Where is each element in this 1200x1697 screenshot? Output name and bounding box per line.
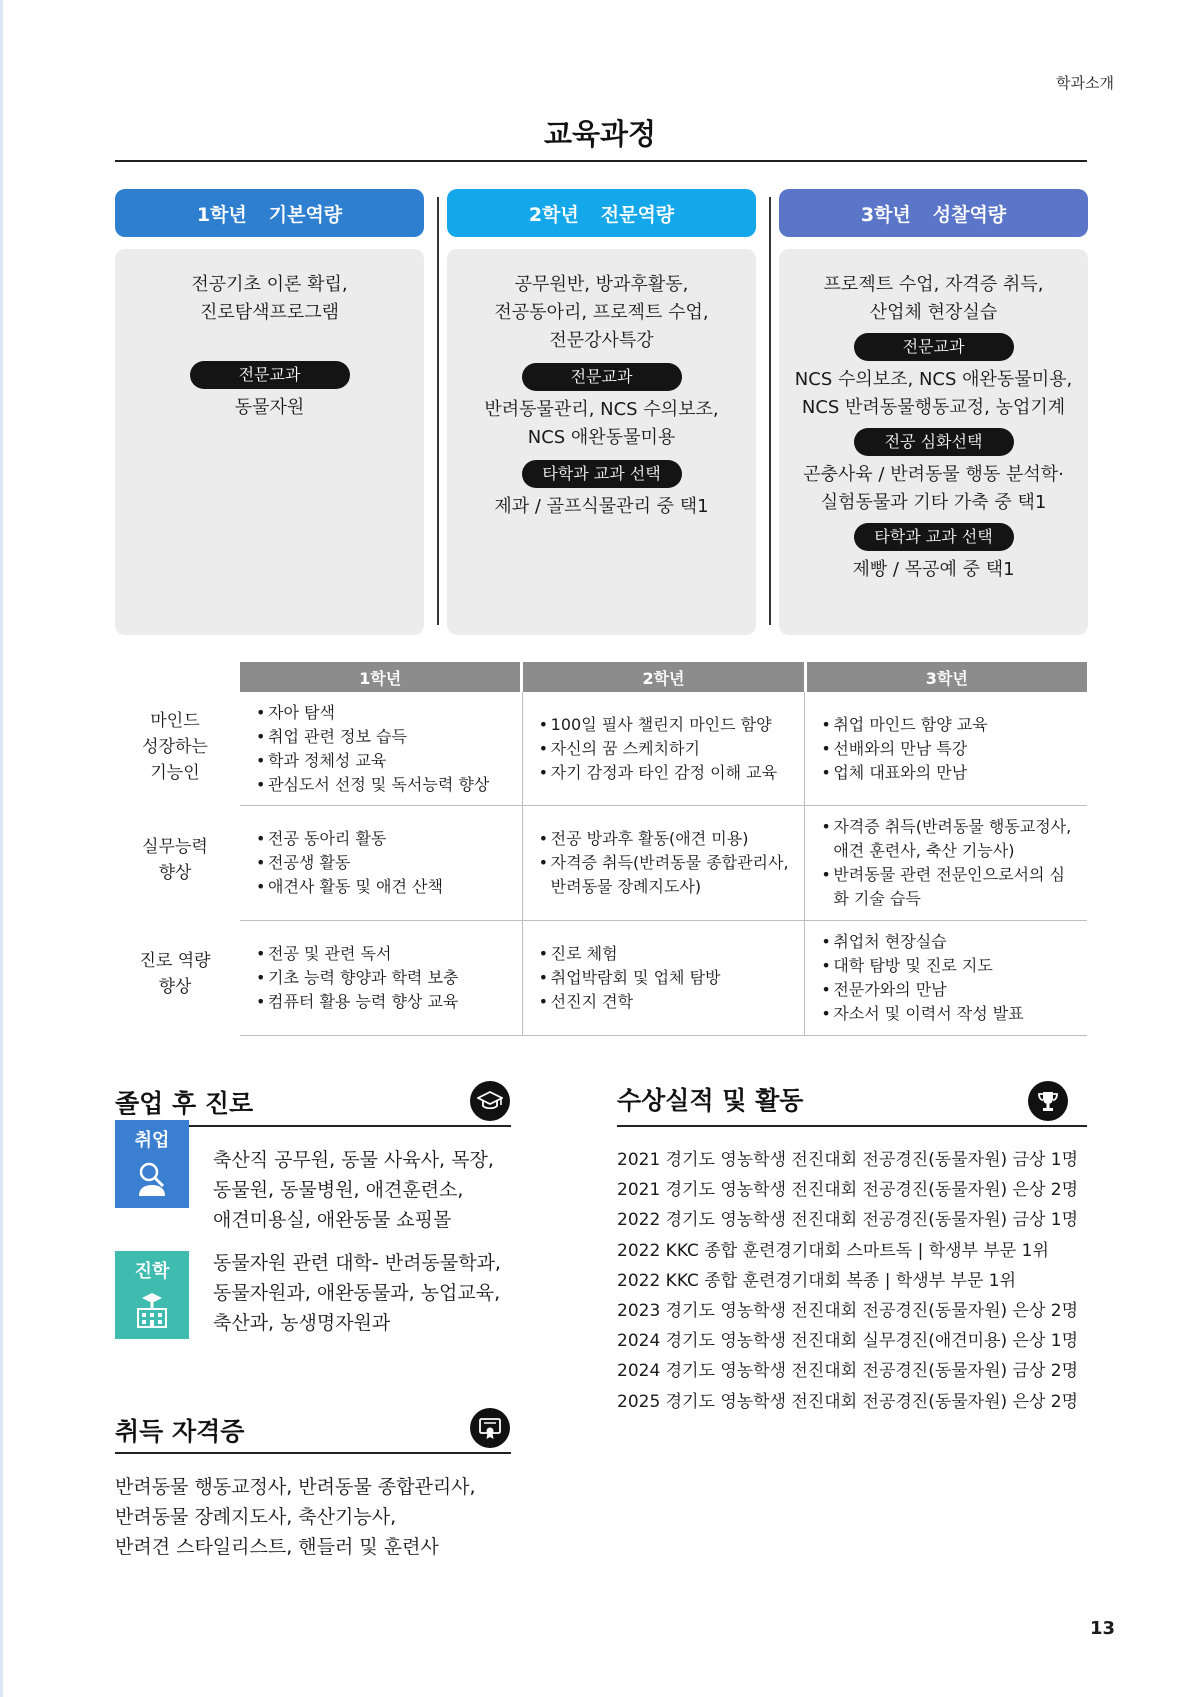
group-label-pill: 타학과 교과 선택 bbox=[854, 523, 1014, 551]
table-cell bbox=[804, 921, 1087, 1035]
list-item: • 취업처 현장실습 bbox=[821, 930, 1079, 954]
list-item: • 취업 마인드 함양 교육 bbox=[821, 713, 1079, 737]
curriculum-column-year3 bbox=[779, 189, 1088, 635]
table-row-label bbox=[115, 708, 235, 786]
list-item: • 취업 관련 정보 습득 bbox=[256, 725, 514, 749]
table-cell bbox=[522, 921, 805, 1035]
row-label-line: 향상 bbox=[158, 863, 192, 883]
employment-badge bbox=[115, 1120, 189, 1208]
column-divider bbox=[769, 197, 771, 625]
row-label-line: 진로 역량 bbox=[139, 951, 211, 971]
list-item: • 자소서 및 이력서 작성 발표 bbox=[821, 1002, 1079, 1026]
advancement-line: 동물자원과, 애완동물과, 농업교육, bbox=[213, 1282, 501, 1304]
column-year: 1학년 bbox=[196, 203, 247, 226]
list-item: • 자신의 꿈 스케치하기 bbox=[539, 737, 797, 761]
row-label-line: 실무능력 bbox=[142, 837, 208, 857]
table-cell bbox=[240, 692, 522, 805]
list-item: • 기초 능력 향양과 학력 보충 bbox=[256, 966, 514, 990]
table-cell bbox=[240, 806, 522, 920]
awards-list bbox=[617, 1145, 1078, 1417]
group-line: 동물자원 bbox=[234, 397, 305, 418]
list-item: • 자아 탐색 bbox=[256, 701, 514, 725]
page-edge-stripe bbox=[0, 0, 3, 1697]
list-item: • 대학 탐방 및 진로 지도 bbox=[821, 954, 1079, 978]
group-label-pill: 전공 심화선택 bbox=[854, 428, 1014, 456]
group-label-pill: 타학과 교과 선택 bbox=[522, 460, 682, 488]
list-item: • 관심도서 선정 및 독서능력 향상 bbox=[256, 773, 514, 797]
table-row-label bbox=[115, 834, 235, 886]
list-item: • 전문가와의 만남 bbox=[821, 978, 1079, 1002]
award-item: 2022 KKC 종합 훈련경기대회 스마트독 | 학생부 부문 1위 bbox=[617, 1240, 1049, 1261]
curriculum-column-year1 bbox=[115, 189, 424, 635]
group-line: 제빵 / 목공예 중 택1 bbox=[852, 559, 1015, 580]
list-item: • 전공 및 관련 독서 bbox=[256, 942, 514, 966]
certificate-line: 반려견 스타일리스트, 핸들러 및 훈련사 bbox=[115, 1536, 439, 1558]
section-label: 학과소개 bbox=[1056, 74, 1114, 92]
certificate-icon bbox=[470, 1408, 510, 1448]
table-row bbox=[240, 806, 1087, 921]
column-year: 3학년 bbox=[860, 203, 911, 226]
table-row-label bbox=[115, 948, 235, 1000]
intro-line: 전공동아리, 프로젝트 수업, bbox=[494, 302, 709, 323]
advancement-badge bbox=[115, 1251, 189, 1339]
employment-line: 동물원, 동물병원, 애견훈련소, bbox=[213, 1179, 464, 1201]
certificate-line: 반려동물 장례지도사, 축산기능사, bbox=[115, 1506, 397, 1528]
column-competency: 성찰역량 bbox=[932, 203, 1007, 226]
career-section-title: 졸업 후 진로 bbox=[115, 1089, 254, 1118]
list-item: • 취업박람회 및 업체 탐방 bbox=[539, 966, 797, 990]
employment-badge-label: 취업 bbox=[134, 1130, 170, 1151]
table-header-cell: 3학년 bbox=[804, 662, 1087, 692]
group-line: NCS 반려동물행동교정, 농업기계 bbox=[801, 397, 1066, 418]
list-item: • 업체 대표와의 만남 bbox=[821, 761, 1079, 785]
list-item: • 100일 필사 챌린지 마인드 함양 bbox=[539, 713, 797, 737]
intro-line: 프로젝트 수업, 자격증 취득, bbox=[823, 274, 1044, 295]
table-header bbox=[240, 662, 1087, 692]
table-cell bbox=[804, 692, 1087, 805]
list-item: • 자격증 취득(반려동물 종합관리사, 반려동물 장례지도사) bbox=[539, 851, 797, 899]
awards-section-rule bbox=[617, 1125, 1087, 1127]
list-item: • 자격증 취득(반려동물 행동교정사, 애견 훈련사, 축산 기능사) bbox=[821, 815, 1079, 863]
table-cell bbox=[522, 692, 805, 805]
award-item: 2022 경기도 영농학생 전진대회 전공경진(동물자원) 금상 1명 bbox=[617, 1210, 1079, 1231]
column-divider bbox=[437, 197, 439, 625]
certificate-line: 반려동물 행동교정사, 반려동물 종합관리사, bbox=[115, 1476, 476, 1498]
curriculum-column-year2 bbox=[447, 189, 756, 635]
list-item: • 전공 방과후 활동(애견 미용) bbox=[539, 827, 797, 851]
row-label-line: 기능인 bbox=[150, 763, 200, 783]
list-item: • 전공 동아리 활동 bbox=[256, 827, 514, 851]
column-header bbox=[447, 189, 756, 237]
table-cell bbox=[522, 806, 805, 920]
intro-line: 전공기초 이론 확립, bbox=[191, 274, 348, 295]
job-search-icon bbox=[135, 1160, 169, 1198]
column-body bbox=[115, 249, 424, 635]
employment-line: 축산직 공무원, 동물 사육사, 목장, bbox=[213, 1149, 494, 1171]
row-label-line: 성장하는 bbox=[142, 737, 208, 757]
list-item: • 자기 감정과 타인 감정 이해 교육 bbox=[539, 761, 797, 785]
university-icon bbox=[135, 1291, 169, 1329]
intro-line: 산업체 현장실습 bbox=[869, 302, 998, 323]
table-cell bbox=[240, 921, 522, 1035]
group-label-pill: 전문교과 bbox=[522, 363, 682, 391]
intro-line: 전문강사특강 bbox=[549, 330, 654, 351]
list-item: • 학과 정체성 교육 bbox=[256, 749, 514, 773]
intro-line: 공무원반, 방과후활동, bbox=[514, 274, 689, 295]
column-body bbox=[447, 249, 756, 635]
page-number: 13 bbox=[1089, 1618, 1115, 1639]
group-line: 실험동물과 기타 가축 중 택1 bbox=[820, 492, 1047, 513]
advancement-line: 동물자원 관련 대학- 반려동물학과, bbox=[213, 1252, 501, 1274]
award-item: 2021 경기도 영농학생 전진대회 전공경진(동물자원) 금상 1명 bbox=[617, 1150, 1079, 1170]
advancement-line: 축산과, 농생명자원과 bbox=[213, 1312, 391, 1334]
list-item: • 선배와의 만남 특강 bbox=[821, 737, 1079, 761]
award-item: 2022 KKC 종합 훈련경기대회 복종 | 학생부 부문 1위 bbox=[617, 1270, 1017, 1291]
title-rule bbox=[115, 160, 1087, 162]
column-body bbox=[779, 249, 1088, 635]
list-item: • 컴퓨터 활용 능력 향상 교육 bbox=[256, 990, 514, 1014]
column-header bbox=[115, 189, 424, 237]
list-item: • 선진지 견학 bbox=[539, 990, 797, 1014]
group-label-pill: 전문교과 bbox=[190, 361, 350, 389]
group-line: 곤충사육 / 반려동물 행동 분석학· bbox=[803, 464, 1064, 485]
table-header-cell: 1학년 bbox=[240, 662, 520, 692]
group-line: NCS 애완동물미용 bbox=[527, 427, 676, 448]
column-header bbox=[779, 189, 1088, 237]
group-line: 제과 / 골프식물관리 중 택1 bbox=[494, 496, 709, 517]
table-cell bbox=[804, 806, 1087, 920]
row-label-line: 마인드 bbox=[150, 711, 200, 731]
advancement-text bbox=[213, 1248, 501, 1338]
award-item: 2023 경기도 영농학생 전진대회 전공경진(동물자원) 은상 2명 bbox=[617, 1301, 1079, 1322]
intro-line: 진로탐색프로그램 bbox=[199, 302, 340, 323]
activity-table bbox=[240, 662, 1087, 1036]
award-item: 2021 경기도 영농학생 전진대회 전공경진(동물자원) 은상 2명 bbox=[617, 1180, 1079, 1201]
table-header-cell: 2학년 bbox=[520, 662, 803, 692]
certificates-section-title: 취득 자격증 bbox=[115, 1417, 245, 1446]
employment-line: 애견미용실, 애완동물 쇼핑몰 bbox=[213, 1209, 452, 1231]
award-item: 2024 경기도 영농학생 전진대회 전공경진(동물자원) 금상 2명 bbox=[617, 1361, 1079, 1382]
certificates-text bbox=[115, 1472, 476, 1562]
graduation-cap-icon bbox=[470, 1081, 510, 1121]
column-year: 2학년 bbox=[528, 203, 579, 226]
award-item: 2024 경기도 영농학생 전진대회 실무경진(애견미용) 은상 1명 bbox=[617, 1331, 1079, 1352]
list-item: • 진로 체험 bbox=[539, 942, 797, 966]
list-item: • 전공생 활동 bbox=[256, 851, 514, 875]
list-item: • 반려동물 관련 전문인으로서의 심화 기술 습득 bbox=[821, 863, 1079, 911]
row-label-line: 향상 bbox=[158, 977, 192, 997]
list-item: • 애견사 활동 및 애견 산책 bbox=[256, 875, 514, 899]
certificates-section-rule bbox=[115, 1452, 511, 1454]
group-line: 반려동물관리, NCS 수의보조, bbox=[484, 399, 719, 420]
award-item: 2025 경기도 영농학생 전진대회 전공경진(동물자원) 은상 2명 bbox=[617, 1391, 1079, 1412]
advancement-badge-label: 진학 bbox=[134, 1261, 170, 1282]
column-competency: 전문역량 bbox=[600, 203, 675, 226]
employment-text bbox=[213, 1145, 494, 1235]
table-row bbox=[240, 692, 1087, 806]
group-line: NCS 수의보조, NCS 애완동물미용, bbox=[794, 369, 1073, 390]
trophy-icon bbox=[1028, 1081, 1068, 1121]
page-title: 교육과정 bbox=[543, 117, 657, 151]
awards-section-title: 수상실적 및 활동 bbox=[617, 1086, 804, 1115]
table-row bbox=[240, 921, 1087, 1036]
group-label-pill: 전문교과 bbox=[854, 333, 1014, 361]
column-competency: 기본역량 bbox=[268, 203, 343, 226]
